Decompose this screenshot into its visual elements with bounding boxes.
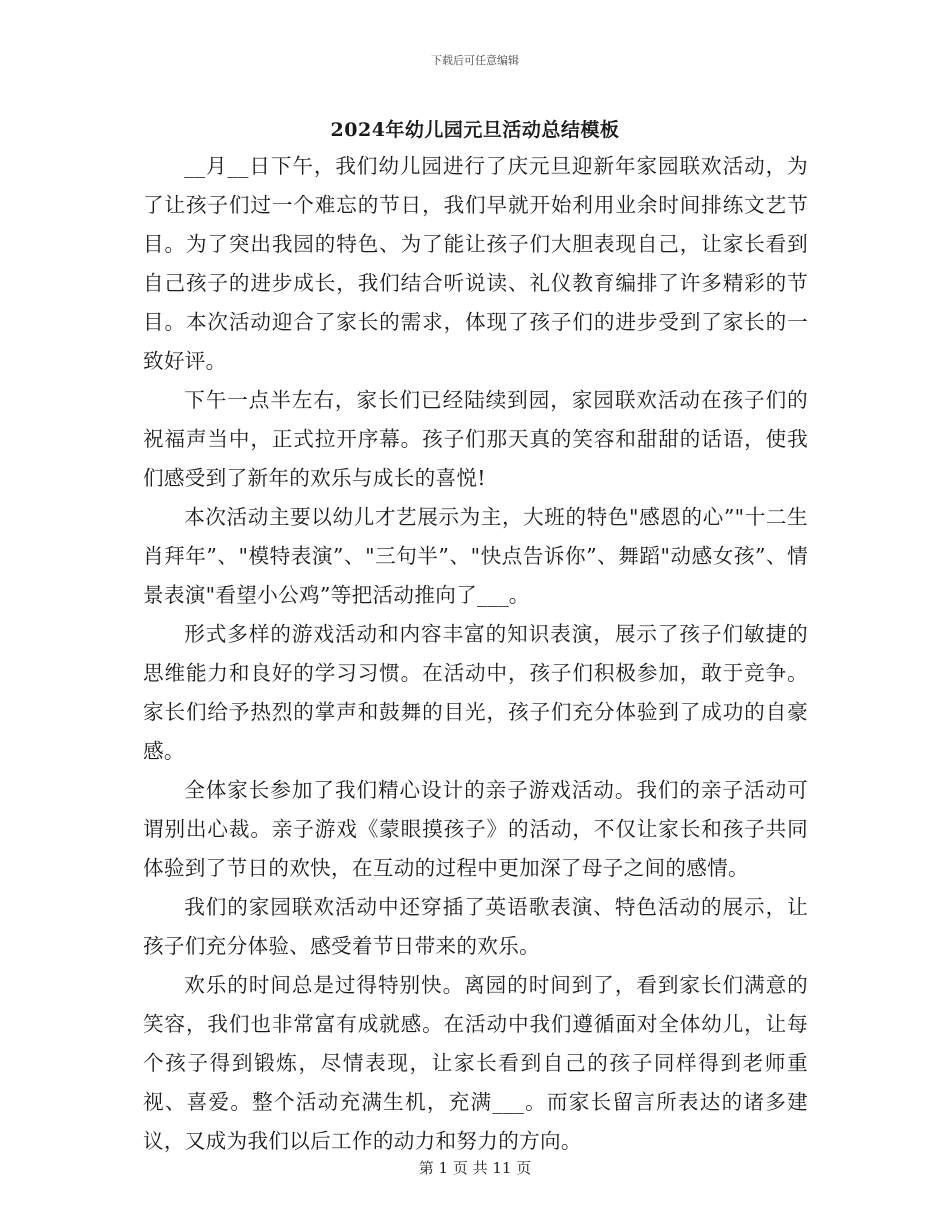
- paragraph: 本次活动主要以幼儿才艺展示为主，大班的特色"感恩的心”"十二生肖拜年”、"模特表演”、"三句半”、"快点告诉你”、舞蹈"动感女孩”、情景表演"看望小公鸡”等把活动推向了___。: [143, 505, 808, 607]
- page-footer: 第 1 页 共 11 页: [418, 1159, 532, 1177]
- paragraph: 下午一点半左右，家长们已经陆续到园，家园联欢活动在孩子们的祝福声当中，正式拉开序幕。孩子们那天真的笑容和甜甜的话语，使我们感受到了新年的欢乐与成长的喜悦!: [143, 388, 808, 490]
- document-body: [143, 147, 808, 1161]
- header-note: 下载后可任意编辑: [431, 54, 519, 67]
- paragraph: __月__日下午，我们幼儿园进行了庆元旦迎新年家园联欢活动，为了让孩子们过一个难忘的节日，我们早就开始利用业余时间排练文艺节目。为了突出我园的特色、为了能让孩子们大胆表现自己，让家长看到自己孩子的进步成长，我们结合听说读、礼仪教育编排了许多精彩的节目。本次活动迎合了家长的需求，体现了孩子们的进步受到了家长的一致好评。: [143, 154, 808, 373]
- paragraph: 形式多样的游戏活动和内容丰富的知识表演，展示了孩子们敏捷的思维能力和良好的学习习惯。在活动中，孩子们积极参加，敢于竞争。家长们给予热烈的掌声和鼓舞的目光，孩子们充分体验到了成功的自豪感。: [143, 622, 808, 763]
- paragraph: 全体家长参加了我们精心设计的亲子游戏活动。我们的亲子活动可谓别出心裁。亲子游戏《蒙眼摸孩子》的活动，不仅让家长和孩子共同体验到了节日的欢快，在互动的过程中更加深了母子之间的感情。: [143, 778, 808, 880]
- document-title: 2024年幼儿园元旦活动总结模板: [330, 119, 620, 141]
- paragraph: 欢乐的时间总是过得特别快。离园的时间到了，看到家长们满意的笑容，我们也非常富有成就感。在活动中我们遵循面对全体幼儿，让每个孩子得到锻炼，尽情表现，让家长看到自己的孩子同样得到老师重视、喜爱。整个活动充满生机，充满___。而家长留言所表达的诸多建议，又成为我们以后工作的动力和努力的方向。: [143, 973, 808, 1153]
- paragraph: 我们的家园联欢活动中还穿插了英语歌表演、特色活动的展示，让孩子们充分体验、感受着节日带来的欢乐。: [143, 895, 808, 958]
